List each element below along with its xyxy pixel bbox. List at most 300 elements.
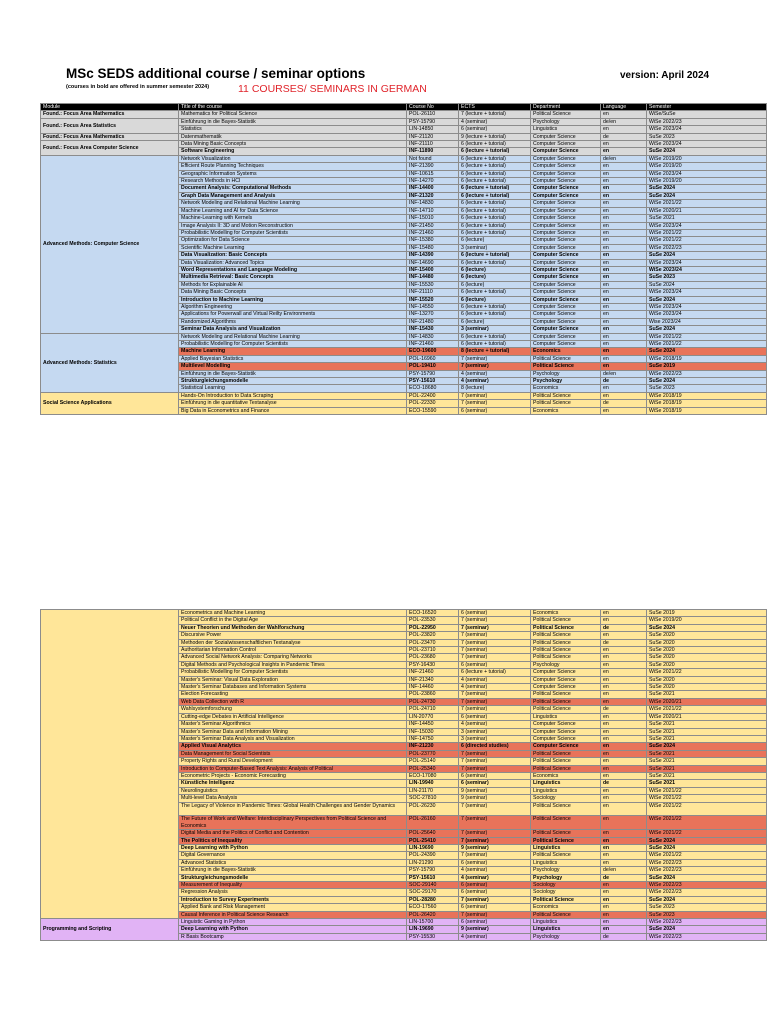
course-title: Seminar Data Analysis and Visualization	[179, 326, 407, 333]
ects: 7 (seminar)	[459, 624, 531, 631]
semester: SuSe 2023	[647, 385, 767, 392]
ects: 7 (lecture + tutorial)	[459, 111, 531, 118]
language: de/en	[601, 155, 647, 162]
course-no: INF-15030	[407, 728, 459, 735]
department: Computer Science	[531, 318, 601, 325]
ects: 3 (seminar)	[459, 728, 531, 735]
column-header: Module	[41, 104, 179, 111]
course-no: PSY-15610	[407, 378, 459, 385]
course-title: Measurement of Inequality	[179, 882, 407, 889]
course-title: Geographic Information Systems	[179, 170, 407, 177]
course-no: PSY-15530	[407, 933, 459, 940]
ects: 7 (seminar)	[459, 617, 531, 624]
ects: 6 (lecture)	[459, 266, 531, 273]
semester: WiSe 2021/22	[647, 669, 767, 676]
department: Computer Science	[531, 721, 601, 728]
language: en	[601, 266, 647, 273]
course-no: POL-24730	[407, 698, 459, 705]
ects: 4 (seminar)	[459, 118, 531, 125]
course-no: INF-14480	[407, 274, 459, 281]
course-no: POL-23530	[407, 617, 459, 624]
course-no: INF-21120	[407, 133, 459, 140]
semester: SuSe 2023	[647, 133, 767, 140]
course-title: Applied Bank and Risk Management	[179, 904, 407, 911]
course-title: Network Visualization	[179, 155, 407, 162]
department: Computer Science	[531, 274, 601, 281]
course-title: Probabilistic Modelling for Computer Scientists	[179, 229, 407, 236]
course-no: INF-21320	[407, 192, 459, 199]
language: en	[601, 207, 647, 214]
ects: 3 (seminar)	[459, 244, 531, 251]
course-no: INF-11890	[407, 148, 459, 155]
course-title: Network Modeling and Relational Machine Learning	[179, 333, 407, 340]
language: en	[601, 274, 647, 281]
course-title: The Future of Work and Welfare: Interdisciplinary Perspectives from Political Science and Economics	[179, 816, 407, 830]
department: Computer Science	[531, 676, 601, 683]
language: en	[601, 333, 647, 340]
semester: SuSe 2020	[647, 676, 767, 683]
semester: SuSe 2024	[647, 281, 767, 288]
language: en	[601, 852, 647, 859]
language: en	[601, 244, 647, 251]
department: Computer Science	[531, 148, 601, 155]
department: Computer Science	[531, 341, 601, 348]
language: en	[601, 758, 647, 765]
ects: 6 (seminar)	[459, 882, 531, 889]
semester: WiSe 2023/24	[647, 222, 767, 229]
semester: SuSe 2024	[647, 326, 767, 333]
semester: WiSe 2023/24	[647, 170, 767, 177]
semester: SuSe 2023	[647, 904, 767, 911]
table-row	[41, 118, 767, 125]
department: Computer Science	[531, 229, 601, 236]
department: Political Science	[531, 111, 601, 118]
course-no: POL-23820	[407, 632, 459, 639]
semester: WiSe 2020/21	[647, 698, 767, 705]
course-no: INF-14550	[407, 303, 459, 310]
course-no: POL-25410	[407, 837, 459, 844]
course-no: INF-14400	[407, 185, 459, 192]
department: Psychology	[531, 118, 601, 125]
language: en	[601, 684, 647, 691]
course-no: POL-23860	[407, 691, 459, 698]
semester: WiSe 2022/23	[647, 882, 767, 889]
semester: SuSe 2023	[647, 911, 767, 918]
ects: 6 (lecture + tutorial)	[459, 669, 531, 676]
semester: WiSe 2023/24	[647, 259, 767, 266]
department: Political Science	[531, 698, 601, 705]
department: Computer Science	[531, 333, 601, 340]
ects: 9 (lecture + tutorial)	[459, 133, 531, 140]
semester: SuSe 2020	[647, 661, 767, 668]
department: Political Science	[531, 706, 601, 713]
semester: SuSe 2021	[647, 728, 767, 735]
column-header: Department	[531, 104, 601, 111]
language: en	[601, 141, 647, 148]
course-title: Research Methods in HCI	[179, 178, 407, 185]
course-title: Advanced Social Network Analysis: Comparing Networks	[179, 654, 407, 661]
department: Computer Science	[531, 326, 601, 333]
department: Computer Science	[531, 735, 601, 742]
table-row	[41, 333, 767, 340]
course-no: INF-15380	[407, 237, 459, 244]
table-row	[41, 919, 767, 926]
course-no: POL-24710	[407, 706, 459, 713]
language: en	[601, 859, 647, 866]
ects: 9 (seminar)	[459, 795, 531, 802]
department: Economics	[531, 348, 601, 355]
course-title: Probabilistic Modelling for Computer Scientists	[179, 669, 407, 676]
language: en	[601, 222, 647, 229]
department: Political Science	[531, 392, 601, 399]
semester: WiSe 2022/23	[647, 118, 767, 125]
course-no: LIN-21290	[407, 859, 459, 866]
department: Political Science	[531, 632, 601, 639]
semester: WiSe 2021/22	[647, 333, 767, 340]
semester: WiSe 2020/21	[647, 713, 767, 720]
module-cell	[41, 610, 179, 919]
semester: WiSe 2021/22	[647, 341, 767, 348]
course-no: LIN-19690	[407, 844, 459, 851]
department: Computer Science	[531, 178, 601, 185]
ects: 7 (seminar)	[459, 837, 531, 844]
language: en	[601, 787, 647, 794]
course-title: Applied Visual Analytics	[179, 743, 407, 750]
course-no: INF-13270	[407, 311, 459, 318]
department: Computer Science	[531, 259, 601, 266]
department: Computer Science	[531, 252, 601, 259]
table-row	[41, 111, 767, 118]
course-title: Multi-level Data Analysis	[179, 795, 407, 802]
language: en	[601, 691, 647, 698]
semester: SuSe 2024	[647, 874, 767, 881]
course-no: INF-21110	[407, 289, 459, 296]
course-no: INF-14460	[407, 684, 459, 691]
ects: 6 (lecture + tutorial)	[459, 148, 531, 155]
ects: 6 (lecture)	[459, 318, 531, 325]
module-cell: Found.: Focus Area Statistics	[41, 118, 179, 133]
semester: SuSe 2020	[647, 639, 767, 646]
course-no: INF-14270	[407, 178, 459, 185]
language: en	[601, 185, 647, 192]
ects: 7 (seminar)	[459, 802, 531, 816]
course-title: Machine Learning and AI for Data Science	[179, 207, 407, 214]
ects: 6 (lecture + tutorial)	[459, 170, 531, 177]
semester: WiSe 2018/19	[647, 355, 767, 362]
ects: 6 (lecture + tutorial)	[459, 333, 531, 340]
ects: 6 (lecture + tutorial)	[459, 229, 531, 236]
ects: 6 (seminar)	[459, 780, 531, 787]
course-title: Methoden der Sozialwissenschaftlichen Textanalyse	[179, 639, 407, 646]
ects: 7 (seminar)	[459, 647, 531, 654]
course-no: INF-21480	[407, 318, 459, 325]
department: Sociology	[531, 882, 601, 889]
semester: SuSe 2021	[647, 750, 767, 757]
department: Computer Science	[531, 303, 601, 310]
language: de	[601, 933, 647, 940]
semester: WiSe 2023/24	[647, 266, 767, 273]
semester: WiSe 2018/19	[647, 407, 767, 414]
course-title: Data Visualization: Basic Concepts	[179, 252, 407, 259]
language: en	[601, 926, 647, 933]
course-title: Graph Data Management and Analysis	[179, 192, 407, 199]
language: en	[601, 632, 647, 639]
department: Computer Science	[531, 296, 601, 303]
semester: WiSe 2023/24	[647, 141, 767, 148]
ects: 6 (lecture)	[459, 274, 531, 281]
semester: SuSe 2020	[647, 684, 767, 691]
language: en	[601, 281, 647, 288]
course-title: Property Rights and Rural Development	[179, 758, 407, 765]
ects: 6 (lecture + tutorial)	[459, 222, 531, 229]
course-no: POL-23680	[407, 654, 459, 661]
department: Political Science	[531, 647, 601, 654]
module-cell: Found.: Focus Area Mathematics	[41, 133, 179, 140]
ects: 7 (seminar)	[459, 355, 531, 362]
course-no: INF-15480	[407, 244, 459, 251]
department: Computer Science	[531, 684, 601, 691]
language: en	[601, 111, 647, 118]
course-no: POL-22950	[407, 624, 459, 631]
course-title: Einführung in die Bayes-Statistik	[179, 370, 407, 377]
department: Political Science	[531, 355, 601, 362]
ects: 7 (seminar)	[459, 816, 531, 830]
department: Political Science	[531, 802, 601, 816]
table-row	[41, 392, 767, 399]
language: en	[601, 252, 647, 259]
course-no: POL-28280	[407, 896, 459, 903]
ects: 6 (lecture)	[459, 296, 531, 303]
department: Psychology	[531, 933, 601, 940]
semester: SuSe 2024	[647, 844, 767, 851]
language: de	[601, 400, 647, 407]
department: Linguistics	[531, 787, 601, 794]
department: Political Science	[531, 639, 601, 646]
semester: WiSe 2021/22	[647, 830, 767, 837]
language: en	[601, 882, 647, 889]
ects: 7 (seminar)	[459, 363, 531, 370]
course-title: Big Data in Econometrics and Finance	[179, 407, 407, 414]
course-no: POL-16960	[407, 355, 459, 362]
language: en	[601, 844, 647, 851]
ects: 6 (lecture)	[459, 237, 531, 244]
ects: 6 (lecture + tutorial)	[459, 252, 531, 259]
department: Computer Science	[531, 200, 601, 207]
ects: 6 (lecture + tutorial)	[459, 259, 531, 266]
language: en	[601, 363, 647, 370]
language: en	[601, 610, 647, 617]
language: de	[601, 624, 647, 631]
semester: WiSe 2021/22	[647, 787, 767, 794]
table-row	[41, 133, 767, 140]
course-title: Machine-Learning with Kernels	[179, 215, 407, 222]
course-no: INF-21340	[407, 676, 459, 683]
course-no: LIN-15700	[407, 919, 459, 926]
course-title: Introduction to Machine Learning	[179, 296, 407, 303]
semester: WiSe 2019/20	[647, 617, 767, 624]
course-title: Einführung in die quantitative Textanalyse	[179, 400, 407, 407]
ects: 7 (seminar)	[459, 750, 531, 757]
language: de	[601, 378, 647, 385]
ects: 4 (seminar)	[459, 370, 531, 377]
course-title: Digital Governance	[179, 852, 407, 859]
language: en	[601, 192, 647, 199]
department: Political Science	[531, 911, 601, 918]
course-no: INF-14830	[407, 200, 459, 207]
language: en	[601, 713, 647, 720]
course-title: Web Data Collection with R	[179, 698, 407, 705]
course-title: Deep Learning with Python	[179, 926, 407, 933]
language: en	[601, 303, 647, 310]
document-title: MSc SEDS additional course / seminar options	[66, 66, 366, 81]
course-no: INF-21230	[407, 743, 459, 750]
department: Linguistics	[531, 780, 601, 787]
language: en	[601, 721, 647, 728]
semester: WiSe/SuSe	[647, 111, 767, 118]
language: en	[601, 772, 647, 779]
department: Political Science	[531, 400, 601, 407]
semester: SuSe 2024	[647, 926, 767, 933]
semester: Wise 2023/24	[647, 318, 767, 325]
ects: 6 (lecture + tutorial)	[459, 163, 531, 170]
ects: 6 (lecture + tutorial)	[459, 141, 531, 148]
language: en	[601, 911, 647, 918]
course-no: Not found	[407, 155, 459, 162]
department: Political Science	[531, 691, 601, 698]
department: Psychology	[531, 370, 601, 377]
document-subtitle: (courses in bold are offered in summer semester 2024)	[66, 84, 210, 90]
ects: 6 (seminar)	[459, 713, 531, 720]
course-no: INF-15530	[407, 281, 459, 288]
language: en	[601, 765, 647, 772]
semester: SuSe 2024	[647, 252, 767, 259]
course-no: POL-19410	[407, 363, 459, 370]
ects: 6 (directed studies)	[459, 743, 531, 750]
ects: 8 (lecture)	[459, 385, 531, 392]
course-no: POL-26160	[407, 816, 459, 830]
course-title: Econometric Projects - Economic Forecasting	[179, 772, 407, 779]
table-row	[41, 610, 767, 617]
ects: 6 (seminar)	[459, 859, 531, 866]
course-title: Scientific Machine Learning	[179, 244, 407, 251]
course-no: ECO-17080	[407, 772, 459, 779]
module-cell: Found.: Focus Area Computer Science	[41, 141, 179, 156]
semester: SuSe 2024	[647, 148, 767, 155]
department: Political Science	[531, 750, 601, 757]
department: Economics	[531, 407, 601, 414]
course-no: POL-26230	[407, 802, 459, 816]
ects: 7 (seminar)	[459, 698, 531, 705]
semester: WiSe 2022/23	[647, 889, 767, 896]
ects: 6 (lecture + tutorial)	[459, 289, 531, 296]
language: en	[601, 170, 647, 177]
course-title: R Basis Bootcamp	[179, 933, 407, 940]
language: en	[601, 259, 647, 266]
german-courses-note: 11 COURSES/ SEMINARS IN GERMAN	[238, 83, 427, 95]
course-title: Document Analysis: Computational Methods	[179, 185, 407, 192]
course-title: Einführung in die Bayes-Statistik	[179, 118, 407, 125]
course-no: LIN-19690	[407, 926, 459, 933]
course-no: POL-24390	[407, 852, 459, 859]
language: en	[601, 919, 647, 926]
language: de	[601, 133, 647, 140]
language: en	[601, 296, 647, 303]
language: de	[601, 780, 647, 787]
department: Political Science	[531, 896, 601, 903]
semester: SuSe 2024	[647, 296, 767, 303]
ects: 7 (seminar)	[459, 639, 531, 646]
ects: 9 (seminar)	[459, 844, 531, 851]
department: Linguistics	[531, 859, 601, 866]
department: Psychology	[531, 661, 601, 668]
semester: WiSe 2021/22	[647, 237, 767, 244]
course-title: Data Mining Basic Concepts	[179, 141, 407, 148]
department: Political Science	[531, 830, 601, 837]
ects: 7 (seminar)	[459, 706, 531, 713]
ects: 8 (lecture + tutorial)	[459, 348, 531, 355]
course-table-1	[40, 103, 767, 415]
language: en	[601, 229, 647, 236]
ects: 7 (seminar)	[459, 896, 531, 903]
language: en	[601, 311, 647, 318]
semester: WiSe 2022/23	[647, 867, 767, 874]
course-title: Political Conflict in the Digital Age	[179, 617, 407, 624]
course-no: POL-23770	[407, 750, 459, 757]
ects: 4 (seminar)	[459, 676, 531, 683]
course-no: PSY-15790	[407, 118, 459, 125]
course-title: Neuer Theorien und Methoden der Wahlforschung	[179, 624, 407, 631]
course-title: Introduction to Survey Experiments	[179, 896, 407, 903]
semester: SuSe 2021	[647, 735, 767, 742]
course-title: Wahlsystemforschung	[179, 706, 407, 713]
course-title: Datenmathematik	[179, 133, 407, 140]
department: Linguistics	[531, 919, 601, 926]
course-title: Data Visualization: Advanced Topics	[179, 259, 407, 266]
language: en	[601, 200, 647, 207]
language: de	[601, 639, 647, 646]
language: en	[601, 407, 647, 414]
course-no: SOC-29140	[407, 882, 459, 889]
ects: 6 (seminar)	[459, 610, 531, 617]
course-no: POL-22330	[407, 400, 459, 407]
ects: 7 (seminar)	[459, 765, 531, 772]
ects: 6 (lecture + tutorial)	[459, 185, 531, 192]
semester: WiSe 2023/24	[647, 289, 767, 296]
ects: 4 (seminar)	[459, 684, 531, 691]
course-no: LIN-20770	[407, 713, 459, 720]
ects: 4 (seminar)	[459, 721, 531, 728]
course-title: Digital Media and the Politics of Conflict and Contention	[179, 830, 407, 837]
ects: 7 (seminar)	[459, 632, 531, 639]
course-no: INF-15520	[407, 296, 459, 303]
course-title: Word Representations and Language Modeling	[179, 266, 407, 273]
semester: SuSe 2019	[647, 610, 767, 617]
course-title: Methods for Explainable AI	[179, 281, 407, 288]
semester: SuSe 2024	[647, 743, 767, 750]
column-header: Title of the course	[179, 104, 407, 111]
language: en	[601, 837, 647, 844]
course-no: SOC-29170	[407, 889, 459, 896]
course-no: POL-23470	[407, 639, 459, 646]
department: Economics	[531, 610, 601, 617]
language: de/en	[601, 867, 647, 874]
semester: WiSe 2019/20	[647, 163, 767, 170]
course-no: INF-14390	[407, 252, 459, 259]
language: en	[601, 735, 647, 742]
department: Political Science	[531, 837, 601, 844]
course-no: INF-21460	[407, 229, 459, 236]
course-title: Advanced Statistics	[179, 859, 407, 866]
